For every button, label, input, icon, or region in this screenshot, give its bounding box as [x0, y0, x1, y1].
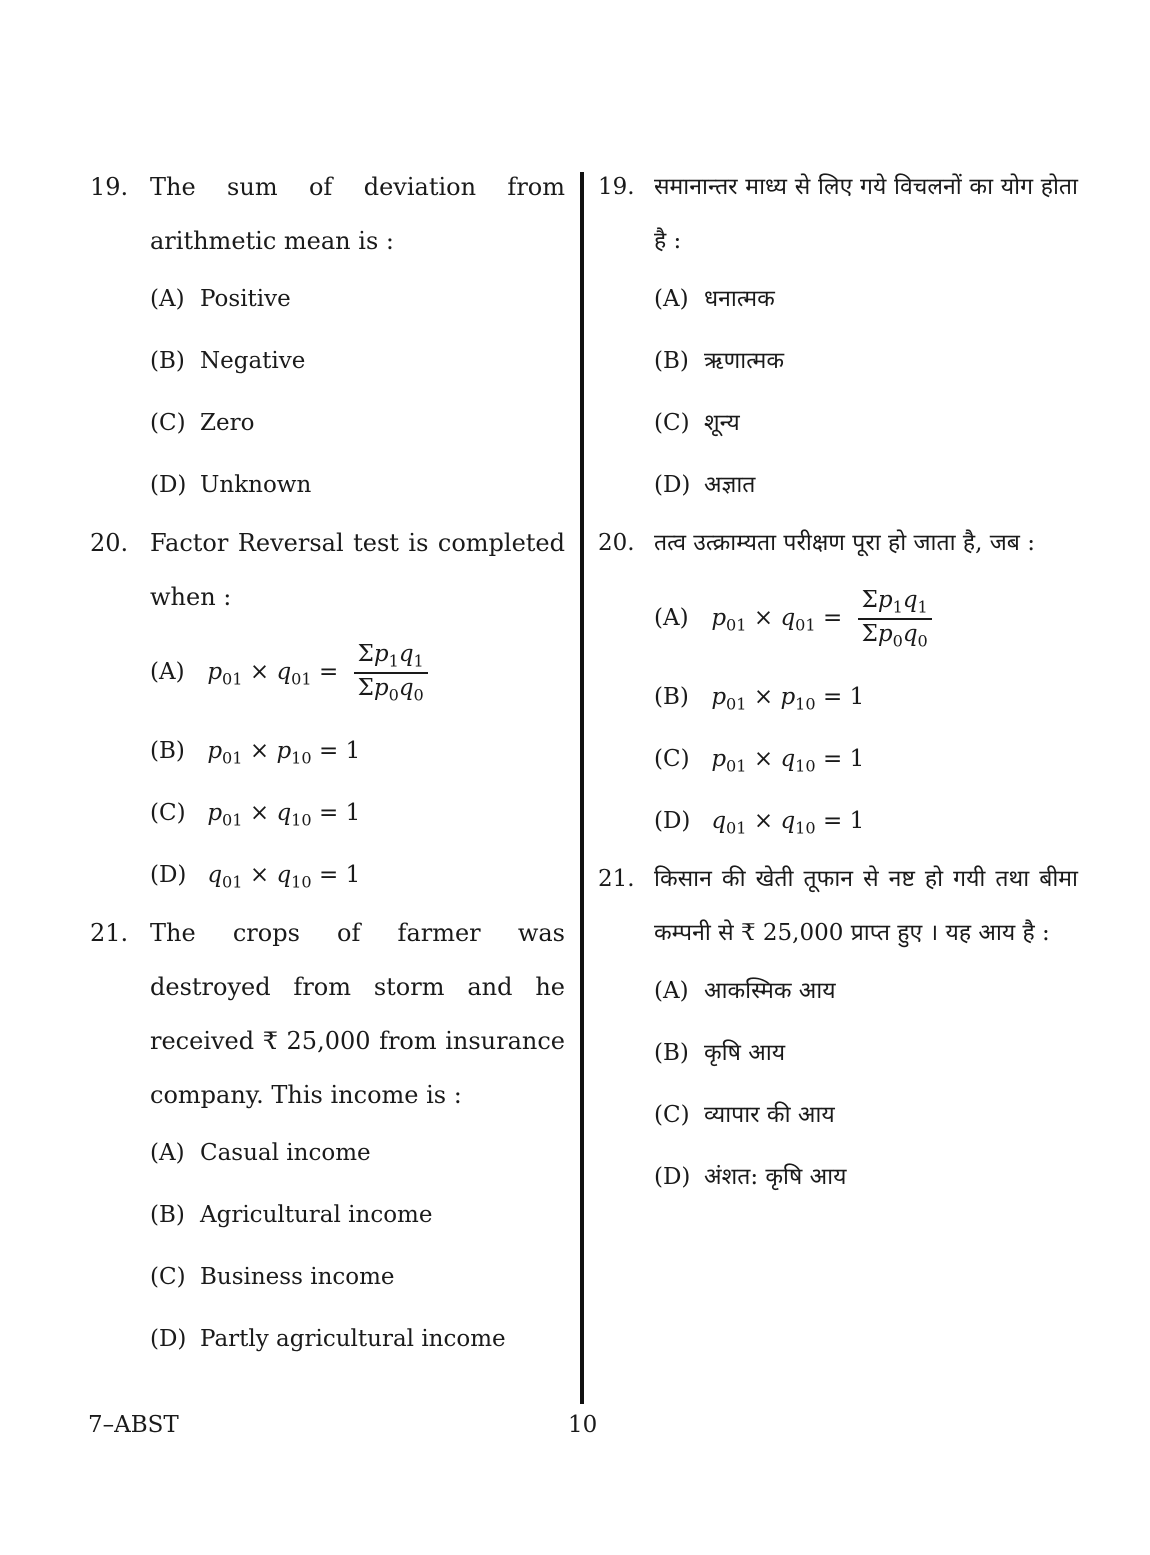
value: 1 — [345, 862, 361, 888]
var-q: q — [207, 862, 223, 888]
var-q: q — [276, 659, 292, 685]
subscript: 01 — [291, 669, 312, 689]
option-a — [654, 268, 1078, 330]
equals-sign: = — [318, 738, 339, 764]
option-label: (A) — [150, 659, 185, 685]
option-text: Negative — [200, 348, 306, 374]
option-text: Positive — [200, 286, 291, 312]
subscript: 1 — [917, 597, 928, 617]
option-label: (D) — [150, 862, 187, 888]
question-number: 21. — [90, 919, 129, 947]
option-label: (B) — [654, 348, 689, 374]
option-b — [150, 1184, 565, 1246]
option-label: (C) — [150, 410, 186, 436]
option-label: (C) — [150, 800, 186, 826]
denominator — [858, 620, 932, 650]
var-p: p — [711, 605, 727, 631]
option-c — [654, 1084, 1078, 1146]
option-b — [150, 720, 565, 782]
subscript: 0 — [892, 631, 903, 651]
option-label: (D) — [654, 472, 691, 498]
option-label: (C) — [654, 410, 690, 436]
option-label: (B) — [150, 1202, 185, 1228]
var-q: q — [780, 605, 796, 631]
value: 1 — [849, 684, 865, 710]
equals-sign: = — [318, 800, 339, 826]
subscript: 01 — [222, 748, 243, 768]
var-q: q — [780, 808, 796, 834]
var-p: p — [711, 684, 727, 710]
option-d — [654, 1146, 1078, 1208]
var-q: q — [276, 862, 292, 888]
question-text: तत्व उत्क्राम्यता परीक्षण पूरा हो जाता है, जब : — [654, 530, 1035, 556]
times-sign: × — [753, 746, 774, 772]
english-column — [90, 160, 565, 1370]
option-label: (D) — [150, 1326, 187, 1352]
denominator — [354, 674, 428, 704]
question-number: 20. — [598, 530, 635, 556]
times-sign: × — [753, 684, 774, 710]
question-number: 19. — [90, 173, 129, 201]
subscript: 10 — [291, 810, 312, 830]
numerator — [858, 588, 932, 620]
subscript: 01 — [726, 615, 747, 635]
option-label: (D) — [654, 808, 691, 834]
subscript: 01 — [726, 756, 747, 776]
question-text: Factor Reversal test is completed when : — [150, 529, 565, 611]
option-label: (D) — [150, 472, 187, 498]
var-p: p — [276, 738, 292, 764]
option-b — [150, 330, 565, 392]
option-label: (C) — [654, 1102, 690, 1128]
option-c — [654, 728, 1078, 790]
var-q: q — [276, 800, 292, 826]
sigma: Σ — [861, 621, 878, 647]
question-text: समानान्तर माध्य से लिए गये विचलनों का योग होता है : — [654, 174, 1078, 254]
option-d — [150, 1308, 565, 1370]
times-sign: × — [249, 800, 270, 826]
equals-sign: = — [822, 746, 843, 772]
times-sign: × — [249, 862, 270, 888]
option-label: (A) — [150, 286, 185, 312]
subscript: 01 — [726, 818, 747, 838]
times-sign: × — [753, 808, 774, 834]
question-text: The crops of farmer was destroyed from storm and he received ₹ 25,000 from insurance company. This income is : — [150, 919, 565, 1109]
question-text: किसान की खेती तूफान से नष्ट हो गयी तथा बीमा कम्पनी से ₹ 25,000 प्राप्त हुए । यह आय है : — [654, 866, 1078, 946]
numerator — [354, 642, 428, 674]
subscript: 1 — [892, 597, 903, 617]
option-b — [654, 1022, 1078, 1084]
option-a — [654, 570, 1078, 666]
subscript: 10 — [795, 818, 816, 838]
option-label: (A) — [150, 1140, 185, 1166]
subscript: 1 — [388, 651, 399, 671]
question-20-en — [90, 516, 565, 906]
var-p: p — [207, 800, 223, 826]
value: 1 — [849, 808, 865, 834]
var-p: p — [877, 621, 893, 647]
question-19-hi — [598, 160, 1078, 516]
var-q: q — [902, 586, 918, 613]
value: 1 — [849, 746, 865, 772]
option-label: (C) — [654, 746, 690, 772]
option-d — [150, 844, 565, 906]
option-text: व्यापार की आय — [704, 1102, 835, 1128]
subscript: 10 — [795, 756, 816, 776]
var-q: q — [711, 808, 727, 834]
var-p: p — [207, 659, 223, 685]
option-text: अज्ञात — [704, 472, 756, 498]
option-label: (C) — [150, 1264, 186, 1290]
option-text: आकस्मिक आय — [704, 978, 836, 1004]
option-c — [150, 782, 565, 844]
value: 1 — [345, 800, 361, 826]
subscript: 10 — [795, 694, 816, 714]
question-19-en — [90, 160, 565, 516]
booklet-code: 7–ABST — [88, 1412, 179, 1438]
option-a — [150, 268, 565, 330]
var-q: q — [902, 621, 918, 647]
var-p: p — [780, 684, 796, 710]
subscript: 01 — [222, 669, 243, 689]
times-sign: × — [249, 738, 270, 764]
times-sign: × — [249, 659, 270, 685]
question-21-hi — [598, 852, 1078, 1208]
equals-sign: = — [318, 659, 339, 685]
option-label: (D) — [654, 1164, 691, 1190]
question-number: 19. — [598, 174, 635, 200]
option-d — [150, 454, 565, 516]
option-b — [654, 330, 1078, 392]
var-p: p — [711, 746, 727, 772]
option-text: धनात्मक — [704, 286, 775, 312]
sigma: Σ — [861, 586, 878, 613]
sigma: Σ — [357, 640, 374, 667]
hindi-column — [598, 160, 1078, 1208]
option-a — [150, 1122, 565, 1184]
option-label: (A) — [654, 978, 689, 1004]
subscript: 0 — [413, 685, 424, 705]
subscript: 10 — [291, 748, 312, 768]
option-text: शून्य — [704, 410, 740, 436]
option-text: ऋणात्मक — [704, 348, 785, 374]
option-d — [654, 454, 1078, 516]
option-text: कृषि आय — [704, 1040, 786, 1066]
equals-sign: = — [822, 605, 843, 631]
page-number: 10 — [568, 1412, 598, 1438]
var-p: p — [373, 640, 389, 667]
option-text: Casual income — [200, 1140, 371, 1166]
option-text: Zero — [200, 410, 255, 436]
option-b — [654, 666, 1078, 728]
value: 1 — [345, 738, 361, 764]
option-c — [150, 1246, 565, 1308]
question-text: The sum of deviation from arithmetic mean is : — [150, 173, 565, 255]
option-label: (A) — [654, 605, 689, 631]
option-c — [150, 392, 565, 454]
fraction — [858, 588, 932, 651]
subscript: 01 — [795, 615, 816, 635]
subscript: 01 — [222, 810, 243, 830]
option-label: (B) — [654, 1040, 689, 1066]
option-text: Agricultural income — [200, 1202, 433, 1228]
subscript: 0 — [917, 631, 928, 651]
subscript: 0 — [388, 685, 399, 705]
var-q: q — [780, 746, 796, 772]
option-d — [654, 790, 1078, 852]
question-number: 21. — [598, 866, 635, 892]
subscript: 10 — [291, 872, 312, 892]
option-label: (B) — [150, 348, 185, 374]
option-text: Partly agricultural income — [200, 1326, 506, 1352]
var-p: p — [373, 675, 389, 701]
option-a — [654, 960, 1078, 1022]
option-label: (A) — [654, 286, 689, 312]
times-sign: × — [753, 605, 774, 631]
column-divider — [580, 172, 584, 1404]
option-text: अंशत: कृषि आय — [704, 1164, 847, 1190]
option-a — [150, 624, 565, 720]
option-text: Business income — [200, 1264, 395, 1290]
fraction — [354, 642, 428, 705]
equals-sign: = — [318, 862, 339, 888]
equals-sign: = — [822, 684, 843, 710]
question-20-hi — [598, 516, 1078, 852]
equals-sign: = — [822, 808, 843, 834]
question-number: 20. — [90, 529, 129, 557]
subscript: 01 — [726, 694, 747, 714]
var-p: p — [207, 738, 223, 764]
sigma: Σ — [357, 675, 374, 701]
option-text: Unknown — [200, 472, 312, 498]
option-label: (B) — [654, 684, 689, 710]
var-q: q — [398, 640, 414, 667]
option-c — [654, 392, 1078, 454]
question-21-en — [90, 906, 565, 1370]
var-q: q — [398, 675, 414, 701]
var-p: p — [877, 586, 893, 613]
option-label: (B) — [150, 738, 185, 764]
subscript: 01 — [222, 872, 243, 892]
subscript: 1 — [413, 651, 424, 671]
